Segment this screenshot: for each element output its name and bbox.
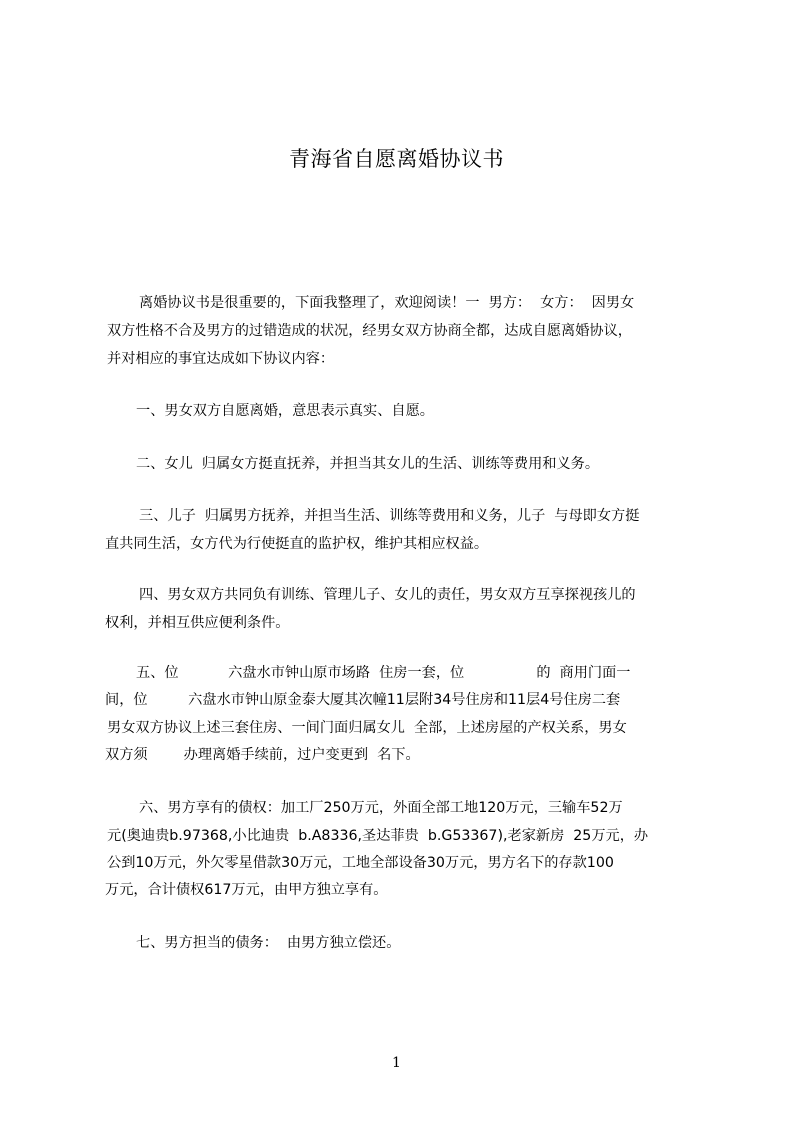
clause-5-line-3: 男女双方协议上述三套住房、一间门面归属女儿 全部，上述房屋的产权关系，男女	[107, 720, 627, 736]
clause-6-line-4: 万元，合计债权617万元，由甲方独立享有。	[105, 882, 388, 898]
clause-1-line-1: 一、男女双方自愿离婚，意思表示真实、自愿。	[136, 403, 434, 419]
clause-5-line-1: 五、位 六盘水市钟山原市场路 住房一套，位 的 商用门面一	[136, 665, 631, 681]
clause-5-line-2: 间，位 六盘水市钟山原金泰大厦其次幢11层附34号住房和11层4号住房二套	[105, 692, 621, 708]
intro-line-2: 双方性格不合及男方的过错造成的状况，经男女双方协商全都，达成自愿离婚协议，	[107, 323, 632, 339]
clause-6-line-1: 六、男方享有的债权：加工厂250万元，外面全部工地120万元，三输车52万	[139, 800, 623, 816]
clause-3-line-1: 三、儿子 归属男方抚养，并担当生活、训练等费用和义务，儿子 与母即女方挺	[139, 508, 640, 524]
intro-line-3: 并对相应的事宜达成如下协议内容：	[107, 351, 335, 367]
document-title: 青海省自愿离婚协议书	[289, 147, 504, 171]
intro-line-1: 离婚协议书是很重要的，下面我整理了，欢迎阅读！一 男方： 女方： 因男女	[139, 295, 635, 311]
clause-4-line-1: 四、男女双方共同负有训练、管理儿子、女儿的责任，男女双方互享探视孩儿的	[139, 587, 636, 603]
clause-6-line-3: 公到10万元，外欠零星借款30万元，工地全部设备30万元，男方名下的存款100	[107, 855, 614, 871]
clause-4-line-2: 权利，并相互供应便利条件。	[105, 615, 290, 631]
clause-7-line-1: 七、男方担当的债务： 由男方独立偿还。	[136, 935, 401, 951]
clause-3-line-2: 直共同生活，女方代为行使挺直的监护权，维护其相应权益。	[105, 536, 489, 552]
page-number: 1	[392, 1055, 401, 1071]
clause-6-line-2: 元(奥迪贵b.97368,小比迪贵 b.A8336,圣达菲贵 b.G53367),老家新房 25万元，办	[107, 828, 649, 844]
clause-2-line-1: 二、女儿 归属女方挺直抚养，并担当其女儿的生活、训练等费用和义务。	[136, 456, 600, 472]
clause-5-line-4: 双方须 办理离婚手续前，过户变更到 名下。	[105, 747, 420, 763]
